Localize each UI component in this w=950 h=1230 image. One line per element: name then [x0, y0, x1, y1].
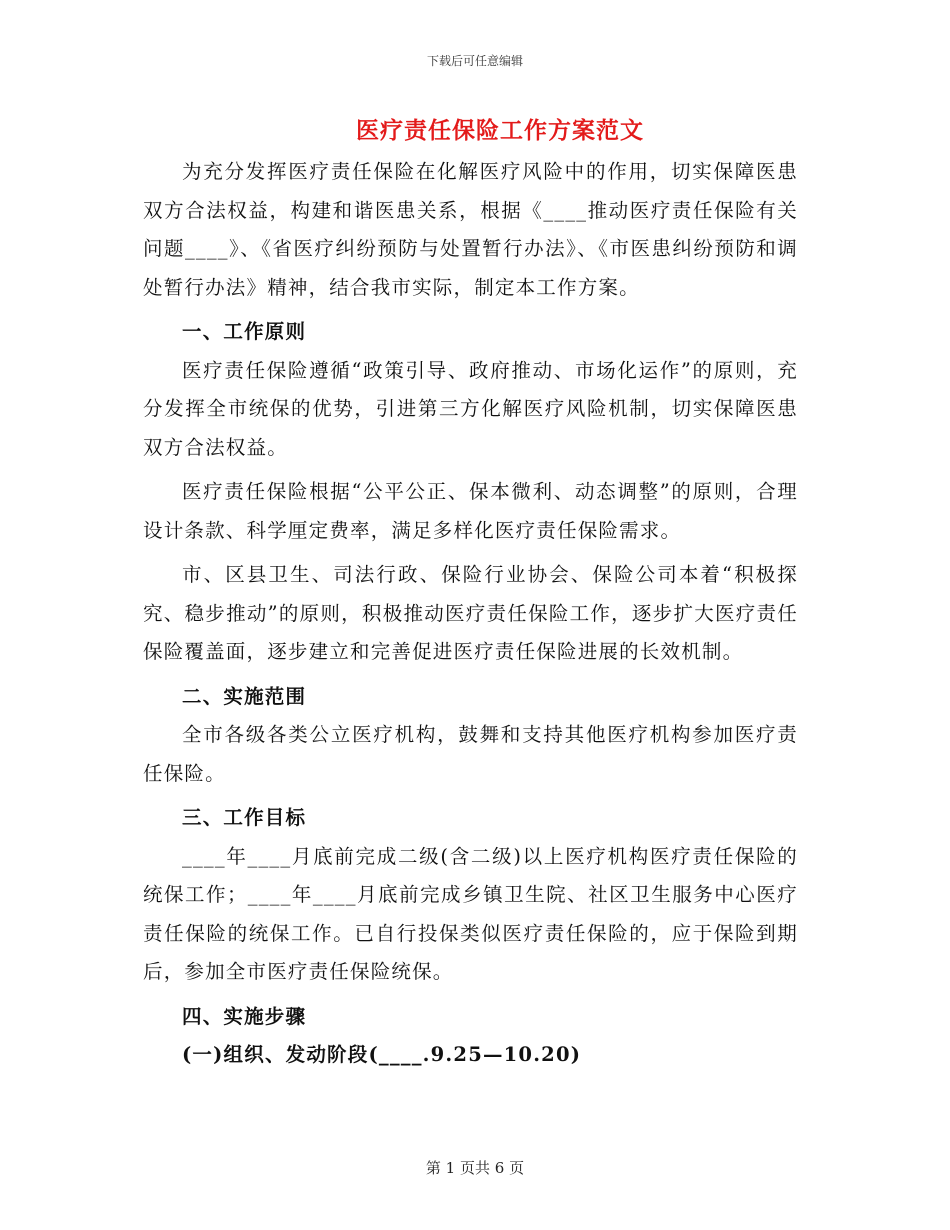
intro-paragraph: 为充分发挥医疗责任保险在化解医疗风险中的作用，切实保障医患双方合法权益，构建和谐医患关系，根据《____推动医疗责任保险有关问题____》、《省医疗纠纷预防与处置暂行办法》、《市医患纠纷预防和调处暂行办法》精神，结合我市实际，制定本工作方案。 — [143, 160, 798, 299]
section-heading-goals: 三、工作目标 — [182, 806, 307, 829]
document-body — [143, 153, 798, 1075]
goals-paragraph: ____年____月底前完成二级(含二级)以上医疗机构医疗责任保险的统保工作；____年____月底前完成乡镇卫生院、社区卫生服务中心医疗责任保险的统保工作。已自行投保类似医疗责任保险的，应于保险到期后，参加全市医疗责任保险统保。 — [143, 844, 798, 983]
subsection-heading-stage-1: (一)组织、发动阶段(____.9.25—10.20) — [182, 1043, 582, 1066]
principles-paragraph-2: 医疗责任保险根据“公平公正、保本微利、动态调整”的原则，合理设计条款、科学厘定费率，满足多样化医疗责任保险需求。 — [143, 480, 798, 542]
scope-paragraph: 全市各级各类公立医疗机构，鼓舞和支持其他医疗机构参加医疗责任保险。 — [143, 723, 798, 785]
section-heading-principles: 一、工作原则 — [182, 320, 307, 343]
page-header-note: 下载后可任意编辑 — [426, 54, 523, 68]
document-title: 医疗责任保险工作方案范文 — [356, 117, 644, 144]
section-heading-scope: 二、实施范围 — [182, 684, 307, 708]
page-number-footer: 第 1 页共 6 页 — [425, 1159, 525, 1177]
section-heading-steps: 四、实施步骤 — [182, 1004, 307, 1028]
principles-paragraph-1: 医疗责任保险遵循“政策引导、政府推动、市场化运作”的原则，充分发挥全市统保的优势，引进第三方化解医疗风险机制，切实保障医患双方合法权益。 — [143, 358, 798, 459]
principles-paragraph-3: 市、区县卫生、司法行政、保险行业协会、保险公司本着“积极探究、稳步推动”的原则，积极推动医疗责任保险工作，逐步扩大医疗责任保险覆盖面，逐步建立和完善促进医疗责任保险进展的长效机制。 — [143, 563, 798, 663]
